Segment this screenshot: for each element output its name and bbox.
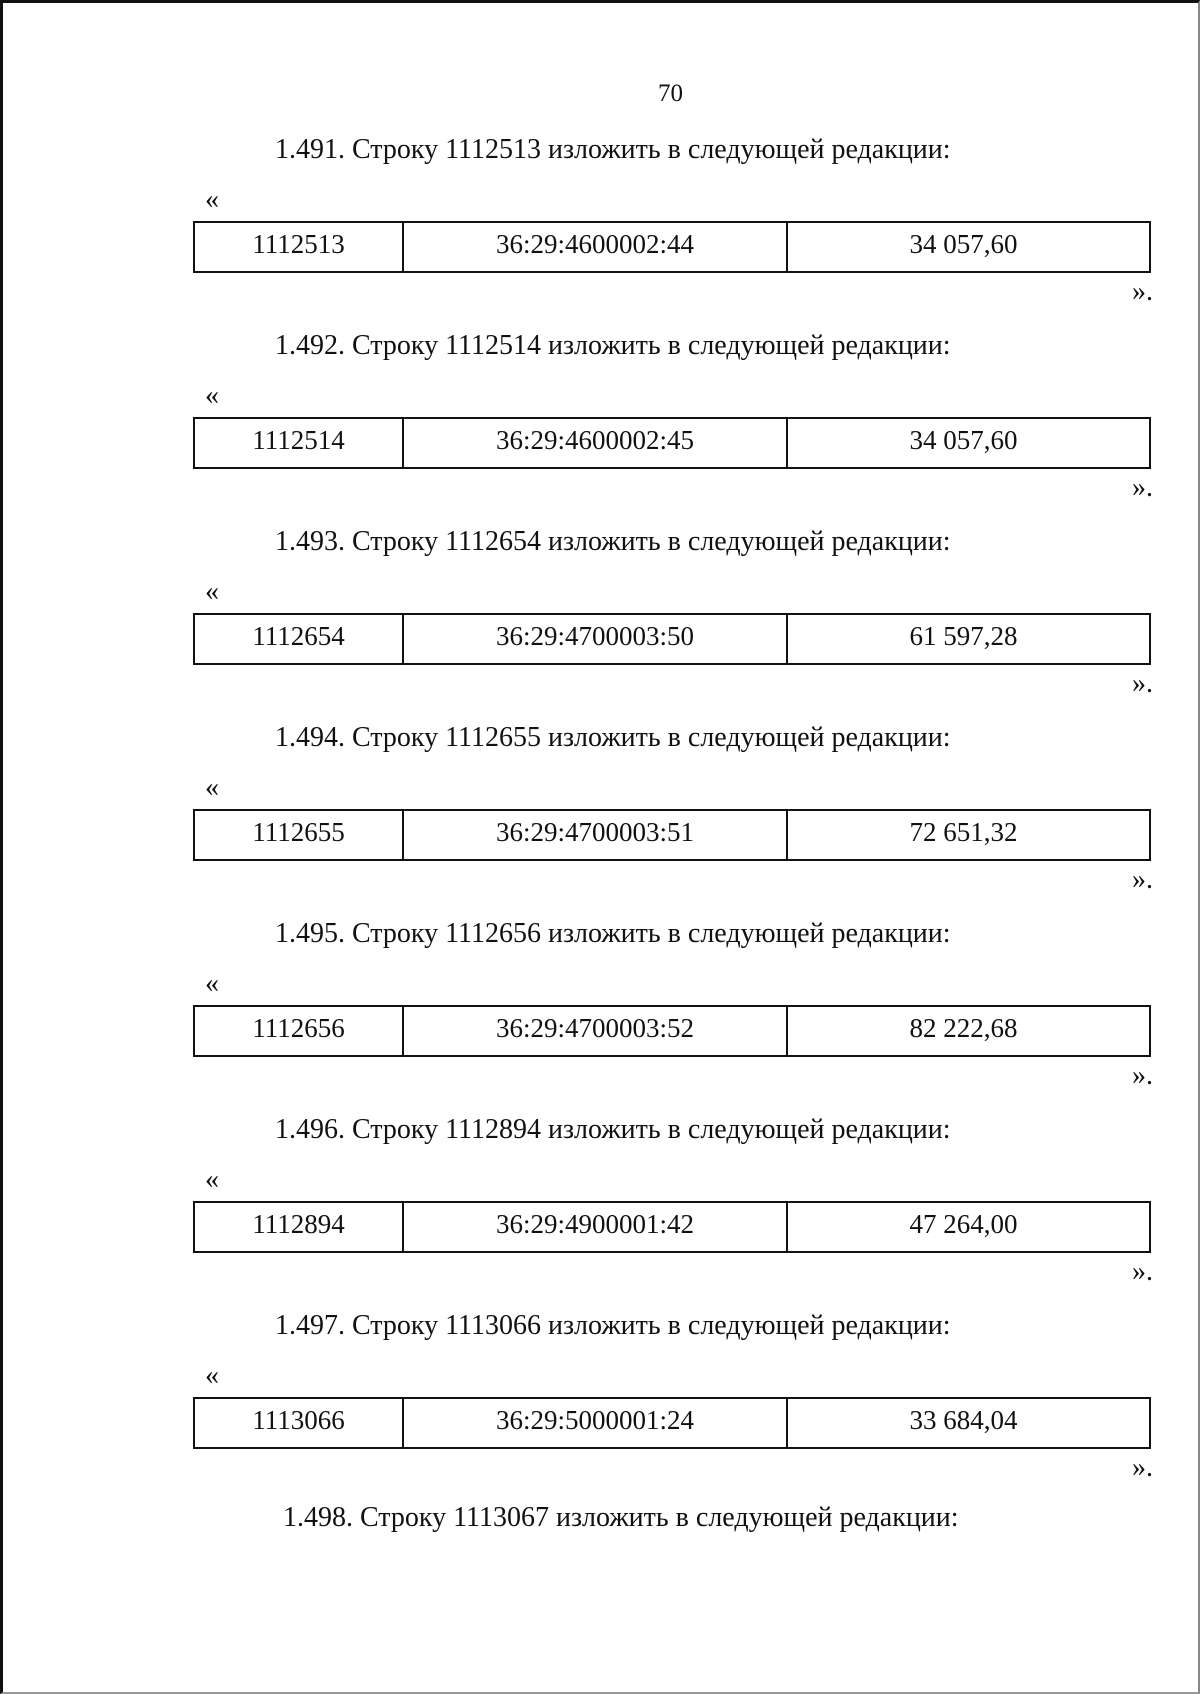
table-row — [193, 221, 1151, 273]
value-cell: 61 597,28 — [909, 621, 1018, 651]
amendment-instruction-last: 1.498. Строку 1113067 изложить в следующей редакции: — [283, 1502, 959, 1533]
table-row — [193, 809, 1151, 861]
row-code-cell: 1112894 — [195, 1203, 404, 1251]
table-row — [193, 1005, 1151, 1057]
amendment-block — [193, 133, 1153, 328]
amendment-instruction: 1.497. Строку 1113066 изложить в следующей редакции: — [275, 1310, 951, 1341]
closing-quote: ». — [1132, 668, 1153, 699]
amendment-instruction: 1.492. Строку 1112514 изложить в следующей редакции: — [275, 330, 951, 361]
opening-quote: « — [205, 968, 219, 999]
cadastral-number-cell: 36:29:4700003:52 — [404, 1007, 788, 1055]
closing-quote: ». — [1132, 472, 1153, 503]
amendment-instruction: 1.495. Строку 1112656 изложить в следующей редакции: — [275, 918, 951, 949]
value-cell: 34 057,60 — [909, 229, 1018, 259]
amendment-block — [193, 525, 1153, 720]
opening-quote: « — [205, 772, 219, 803]
row-code-cell: 1112655 — [195, 811, 404, 859]
closing-quote: ». — [1132, 1452, 1153, 1483]
table-row — [193, 1397, 1151, 1449]
cadastral-number-cell: 36:29:5000001:24 — [404, 1399, 788, 1447]
amendment-block — [193, 1113, 1153, 1308]
row-code-cell: 1113066 — [195, 1399, 404, 1447]
opening-quote: « — [205, 576, 219, 607]
amendment-block — [193, 329, 1153, 524]
row-code-cell: 1112514 — [195, 419, 404, 467]
opening-quote: « — [205, 184, 219, 215]
amendment-instruction: 1.491. Строку 1112513 изложить в следующей редакции: — [275, 134, 951, 165]
amendment-block — [193, 917, 1153, 1112]
closing-quote: ». — [1132, 864, 1153, 895]
amendment-instruction: 1.494. Строку 1112655 изложить в следующей редакции: — [275, 722, 951, 753]
table-row — [193, 1201, 1151, 1253]
row-code-cell: 1112656 — [195, 1007, 404, 1055]
page-number: 70 — [658, 80, 683, 107]
closing-quote: ». — [1132, 1256, 1153, 1287]
value-cell: 47 264,00 — [909, 1209, 1018, 1239]
amendment-instruction: 1.496. Строку 1112894 изложить в следующей редакции: — [275, 1114, 951, 1145]
cadastral-number-cell: 36:29:4600002:44 — [404, 223, 788, 271]
value-cell: 33 684,04 — [909, 1405, 1018, 1435]
value-cell: 82 222,68 — [909, 1013, 1018, 1043]
value-cell: 72 651,32 — [909, 817, 1018, 847]
cadastral-number-cell: 36:29:4900001:42 — [404, 1203, 788, 1251]
amendment-instruction: 1.493. Строку 1112654 изложить в следующей редакции: — [275, 526, 951, 557]
opening-quote: « — [205, 380, 219, 411]
opening-quote: « — [205, 1164, 219, 1195]
value-cell: 34 057,60 — [909, 425, 1018, 455]
amendment-block — [193, 721, 1153, 916]
cadastral-number-cell: 36:29:4600002:45 — [404, 419, 788, 467]
amendment-block — [193, 1309, 1153, 1504]
table-row — [193, 613, 1151, 665]
closing-quote: ». — [1132, 276, 1153, 307]
closing-quote: ». — [1132, 1060, 1153, 1091]
cadastral-number-cell: 36:29:4700003:51 — [404, 811, 788, 859]
opening-quote: « — [205, 1360, 219, 1391]
row-code-cell: 1112654 — [195, 615, 404, 663]
cadastral-number-cell: 36:29:4700003:50 — [404, 615, 788, 663]
table-row — [193, 417, 1151, 469]
row-code-cell: 1112513 — [195, 223, 404, 271]
